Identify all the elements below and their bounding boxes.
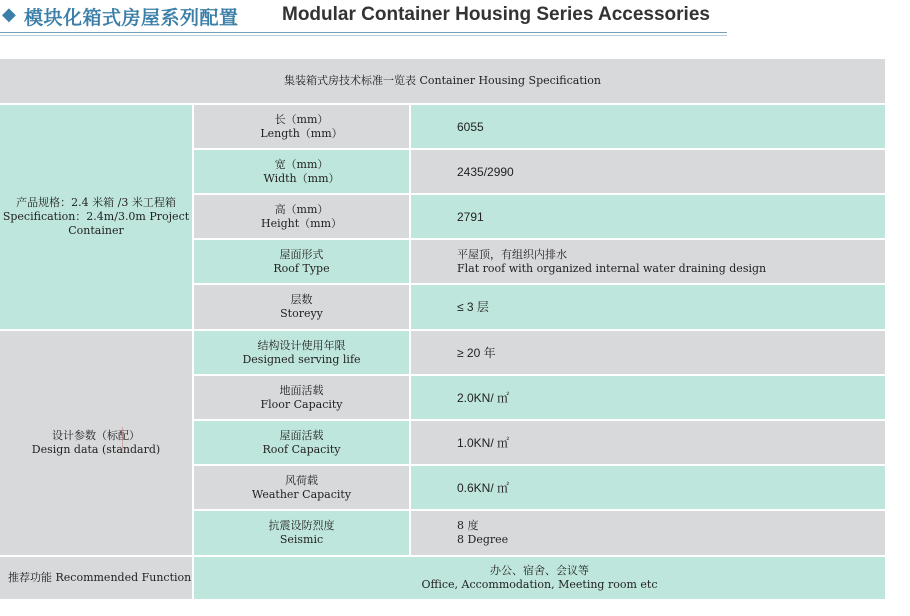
value-cell (411, 511, 885, 555)
footer-value-cn: 办公、宿舍、会议等 (490, 564, 589, 577)
group-label-en: Specification：2.4m/3.0m Project (2, 210, 190, 223)
param-en: Designed serving life (242, 352, 361, 366)
param-en: Roof Capacity (262, 442, 341, 456)
param-cn: 宽（mm） (274, 157, 329, 171)
group-label-cn: 产品规格：2.4 米箱 /3 米工程箱 (16, 196, 176, 209)
footer-label-cell (0, 557, 192, 599)
param-en: Floor Capacity (260, 397, 343, 411)
param-en: Storeyy (280, 307, 323, 320)
param-en: Width（mm） (263, 171, 340, 185)
value-text: 平屋顶，有组织内排水 (457, 247, 567, 261)
page-header (0, 0, 910, 40)
scratch-mark (122, 427, 127, 451)
param-en: Height（mm） (260, 216, 343, 230)
param-cell (194, 195, 409, 238)
value-text-en: Flat roof with organized internal water draining design (457, 261, 767, 275)
header-divider-secondary (0, 35, 727, 36)
param-cell (194, 331, 409, 374)
param-cn: 长（mm） (274, 112, 329, 126)
param-cn: 风荷载 (285, 473, 318, 487)
value-cell (411, 466, 885, 509)
value-cell (411, 376, 885, 419)
value-text: 2435/2990 (457, 164, 514, 179)
param-cell (194, 240, 409, 283)
param-cell (194, 511, 409, 555)
param-cn: 地面活载 (279, 383, 324, 397)
title-chinese: 模块化箱式房屋系列配置 (24, 7, 239, 29)
param-en: Seismic (279, 533, 324, 546)
value-text: ≥ 20 年 (457, 345, 496, 360)
value-text: 1.0KN/ ㎡ (457, 435, 510, 450)
spec-table-title (0, 59, 885, 103)
param-cell (194, 421, 409, 464)
value-text: 6055 (457, 119, 484, 134)
group-label-design-data (0, 331, 192, 555)
group-label-en-cont: Container (68, 224, 124, 237)
param-en: Length（mm） (260, 126, 343, 140)
param-cell (194, 105, 409, 148)
value-text-en: 8 Degree (457, 533, 509, 546)
param-en: Weather Capacity (251, 487, 352, 501)
footer-value-en: Office, Accommodation, Meeting room etc (421, 578, 658, 591)
param-cn: 抗震设防烈度 (268, 519, 335, 532)
param-cell (194, 376, 409, 419)
value-text: 2791 (457, 209, 484, 224)
value-text: 0.6KN/ ㎡ (457, 480, 510, 495)
param-cell (194, 466, 409, 509)
footer-label: 推荐功能 Recommended Function (8, 571, 192, 584)
param-cn: 结构设计使用年限 (257, 338, 346, 352)
title-english: Modular Container Housing Series Accessories (282, 4, 710, 25)
param-cell (194, 285, 409, 329)
spec-table-title-text: 集装箱式房技术标准一览表 Container Housing Specification (283, 74, 602, 87)
value-text: 2.0KN/ ㎡ (457, 390, 510, 405)
param-cell (194, 150, 409, 193)
value-cell (411, 240, 885, 283)
param-en: Roof Type (273, 261, 330, 275)
group-label-en: Design data (standard) (31, 443, 161, 456)
value-cell (411, 285, 885, 329)
header-divider (0, 32, 727, 33)
param-cn: 高（mm） (274, 202, 329, 216)
param-cn: 层数 (290, 293, 313, 306)
value-cell (411, 421, 885, 464)
value-text: ≤ 3 层 (457, 300, 489, 314)
param-cn: 屋面活载 (279, 428, 324, 442)
diamond-bullet-icon: ◆ (2, 4, 16, 25)
value-cell (411, 331, 885, 374)
value-cell (411, 195, 885, 238)
value-cell (411, 150, 885, 193)
footer-value-cell (194, 557, 885, 599)
param-cn: 屋面形式 (279, 247, 324, 261)
value-cell (411, 105, 885, 148)
group-label-specification (0, 105, 192, 329)
value-text: 8 度 (457, 519, 479, 532)
group-label-cn: 设计参数（标配） (52, 429, 140, 442)
spec-table (0, 59, 885, 599)
